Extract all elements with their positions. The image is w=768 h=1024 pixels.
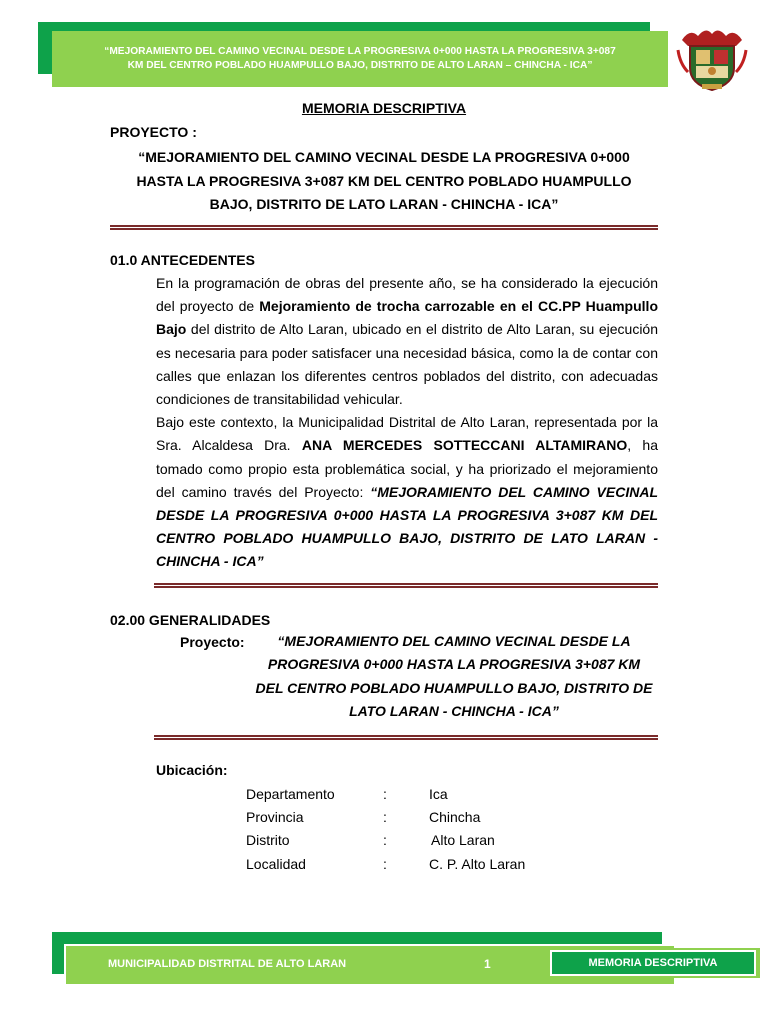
location-row	[246, 786, 646, 806]
location-value: Ica	[429, 786, 448, 802]
text-line	[156, 434, 658, 457]
location-separator: :	[383, 856, 387, 872]
section-divider	[154, 735, 658, 740]
text-run-bold: Mejoramiento de trocha carrozable en el CC.PP Huampullo	[259, 298, 658, 315]
footer-section-badge: MEMORIA DESCRIPTIVA	[550, 950, 756, 976]
proyecto-title	[110, 146, 658, 217]
antecedentes-body	[156, 272, 658, 574]
location-separator: :	[383, 809, 387, 825]
location-key: Provincia	[246, 809, 304, 825]
proyecto-label: PROYECTO :	[110, 124, 197, 140]
header-line-2: KM DEL CENTRO POBLADO HUAMPULLO BAJO, DISTRITO DE ALTO LARAN – CHINCHA - ICA”	[127, 60, 593, 71]
text-line	[156, 481, 658, 504]
proyecto-title-line: DEL CENTRO POBLADO HUAMPULLO BAJO, DISTRITO DE	[255, 679, 653, 696]
footer-organization: MUNICIPALIDAD DISTRITAL DE ALTO LARAN	[108, 958, 347, 970]
proyecto-title-line: “MEJORAMIENTO DEL CAMINO VECINAL DESDE LA PROGRESIVA 0+000	[138, 149, 630, 165]
header-line-1: “MEJORAMIENTO DEL CAMINO VECINAL DESDE LA PROGRESIVA 0+000 HASTA LA PROGRESIVA 3+087	[104, 46, 616, 57]
text-line: En la programación de obras del presente año, se ha considerado la ejecución	[156, 275, 658, 291]
text-line	[156, 318, 658, 341]
location-key: Departamento	[246, 786, 335, 802]
section-divider	[154, 583, 658, 588]
generalidades-proyecto-label: Proyecto:	[180, 634, 245, 650]
page-number: 1	[484, 957, 491, 971]
antecedentes-heading: 01.0 ANTECEDENTES	[110, 252, 255, 268]
header-banner	[52, 31, 668, 87]
section-divider	[110, 225, 658, 230]
location-key: Localidad	[246, 856, 306, 872]
text-line: es necesaria para poder satisfacer una necesidad básica, como la de contar con	[156, 344, 658, 361]
text-line: CHINCHA - ICA”	[156, 553, 264, 570]
location-value: Alto Laran	[431, 832, 495, 848]
location-row	[246, 809, 646, 829]
municipal-crest-icon	[676, 24, 748, 94]
text-line: calles que enlazan los diferentes centros poblados del distrito, con adecuadas	[156, 367, 658, 384]
proyecto-title-line: BAJO, DISTRITO DE LATO LARAN - CHINCHA - ICA”	[209, 196, 559, 212]
location-value: Chincha	[429, 809, 481, 825]
text-run-bold: ANA MERCEDES SOTTECCANI ALTAMIRANO	[301, 437, 628, 454]
location-row	[246, 832, 646, 852]
text-run-bold: Bajo	[156, 321, 187, 338]
text-line: CENTRO POBLADO HUAMPULLO BAJO, DISTRITO DE LATO LARAN -	[156, 530, 658, 547]
text-run: del distrito de Alto Laran, ubicado en el distrito de Alto Laran, su ejecución	[186, 321, 658, 338]
location-separator: :	[383, 786, 387, 802]
location-row	[246, 856, 646, 876]
proyecto-title-line: HASTA LA PROGRESIVA 3+087 KM DEL CENTRO POBLADO HUAMPULLO	[136, 172, 632, 189]
text-run: Sra. Alcaldesa Dra.	[156, 437, 302, 454]
text-run: del proyecto de	[156, 298, 260, 315]
text-line	[156, 295, 658, 318]
location-key: Distrito	[246, 832, 290, 848]
ubicacion-label: Ubicación:	[156, 762, 228, 778]
text-run: , ha	[627, 437, 659, 454]
text-line: DESDE LA PROGRESIVA 0+000 HASTA LA PROGRESIVA 3+087 KM DEL	[156, 507, 658, 524]
document-title: MEMORIA DESCRIPTIVA	[301, 100, 467, 116]
generalidades-proyecto-title	[250, 630, 658, 723]
text-line: tomado como propio esta problemática social, y ha priorizado el mejoramiento	[156, 460, 658, 477]
generalidades-heading: 02.00 GENERALIDADES	[110, 612, 271, 628]
text-line: condiciones de transitabilidad vehicular.	[156, 391, 403, 408]
proyecto-title-line: LATO LARAN - CHINCHA - ICA”	[349, 702, 559, 719]
location-separator: :	[383, 832, 387, 848]
text-run: del camino través del Proyecto:	[156, 483, 371, 500]
text-line: Bajo este contexto, la Municipalidad Distrital de Alto Laran, representada por la	[156, 414, 658, 431]
proyecto-title-line: “MEJORAMIENTO DEL CAMINO VECINAL DESDE LA	[277, 633, 631, 649]
proyecto-title-line: PROGRESIVA 0+000 HASTA LA PROGRESIVA 3+087 KM	[267, 656, 641, 673]
location-value: C. P. Alto Laran	[429, 856, 526, 872]
text-run-bold-italic: “MEJORAMIENTO DEL CAMINO VECINAL	[370, 483, 658, 500]
